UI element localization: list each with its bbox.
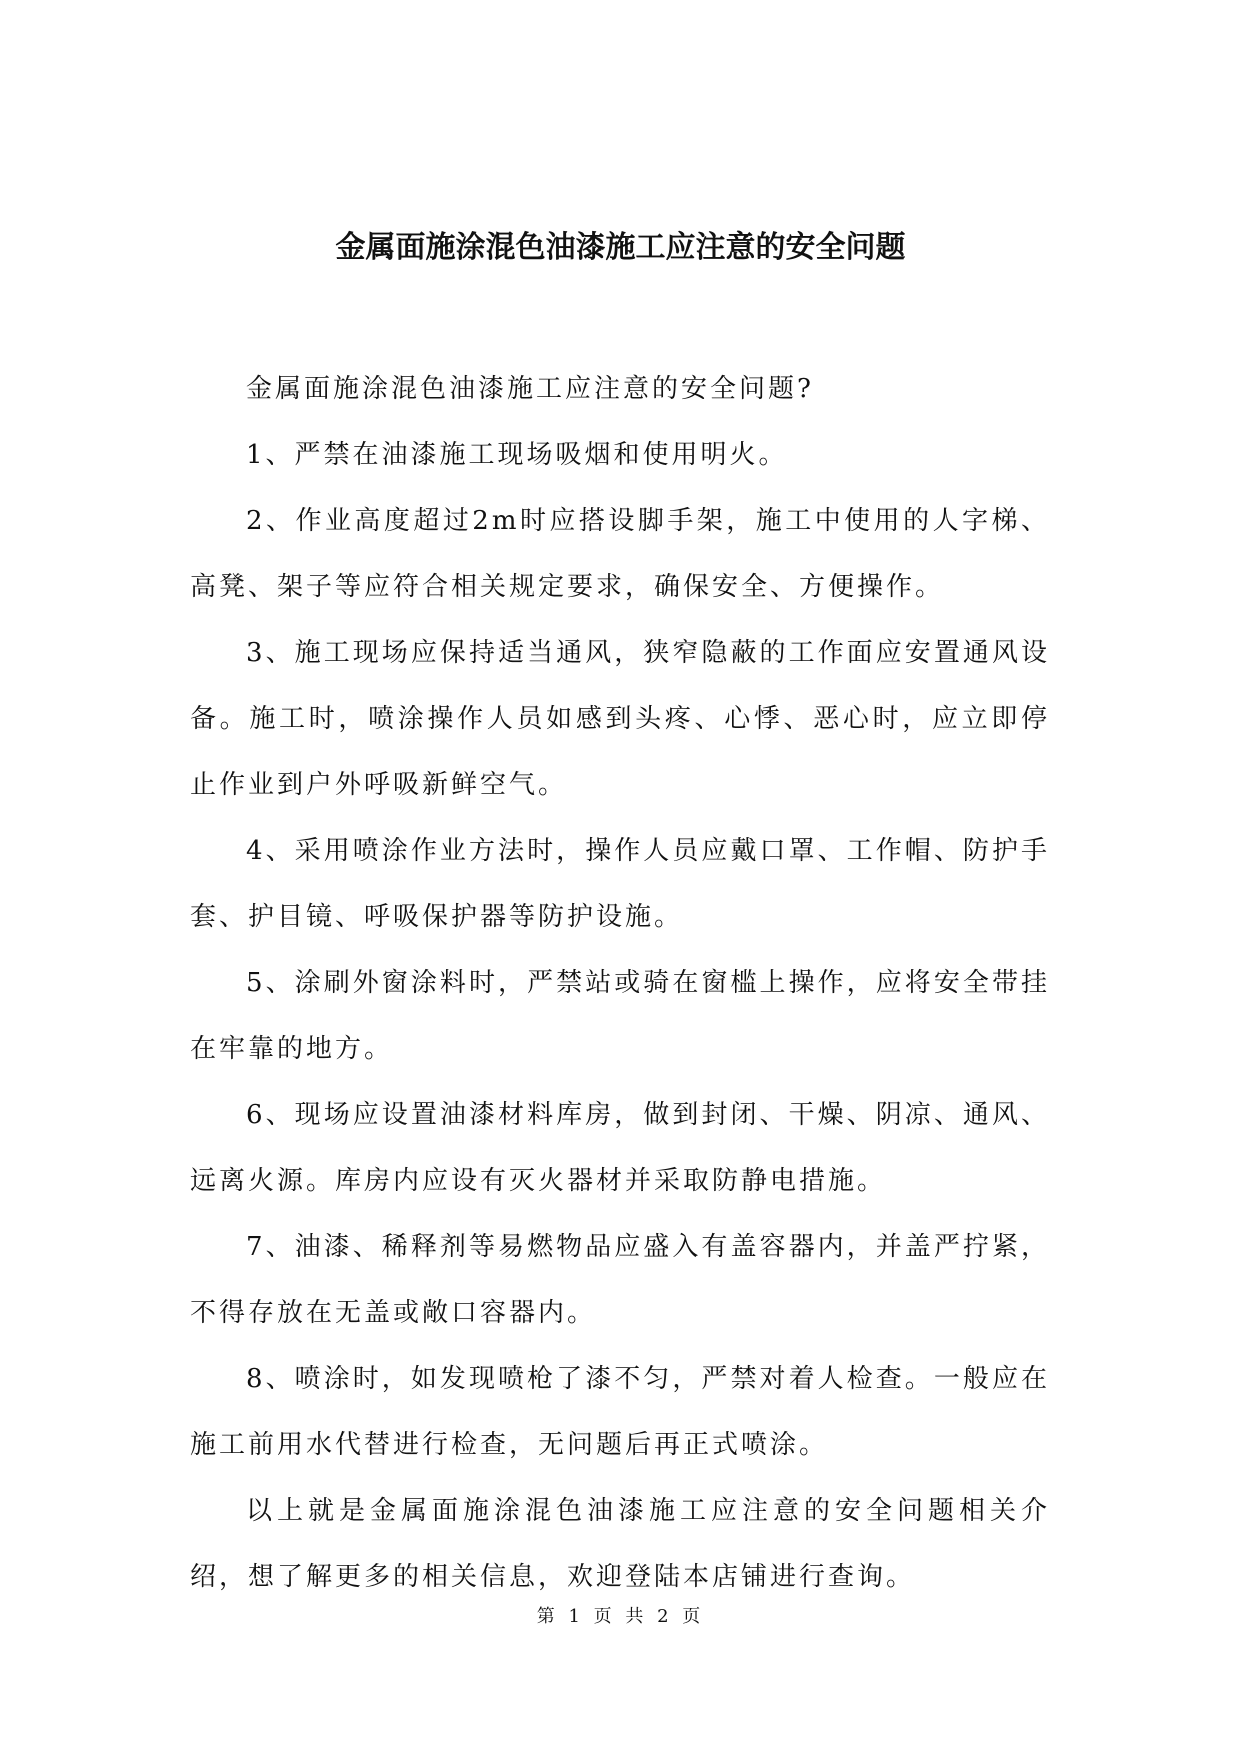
paragraph-item-5: 5、涂刷外窗涂料时，严禁站或骑在窗槛上操作，应将安全带挂在牢靠的地方。 — [190, 968, 1050, 1064]
paragraph-item-3: 3、施工现场应保持适当通风，狭窄隐蔽的工作面应安置通风设备。施工时，喷涂操作人员如感到头疼、心悸、恶心时，应立即停止作业到户外呼吸新鲜空气。 — [190, 638, 1050, 800]
footer-prefix: 第 — [536, 1606, 559, 1627]
paragraph-item-6: 6、现场应设置油漆材料库房，做到封闭、干燥、阴凉、通风、远离火源。库房内应设有灭火器材并采取防静电措施。 — [190, 1100, 1050, 1196]
page-footer — [0, 1605, 1241, 1629]
paragraph-intro: 金属面施涂混色油漆施工应注意的安全问题? — [246, 374, 814, 404]
footer-total-pages: 2 — [657, 1606, 673, 1627]
paragraph-item-4: 4、采用喷涂作业方法时，操作人员应戴口罩、工作帽、防护手套、护目镜、呼吸保护器等防护设施。 — [190, 836, 1050, 932]
footer-suffix: 页 — [682, 1606, 705, 1627]
footer-current-page: 1 — [568, 1606, 584, 1627]
paragraph-item-2: 2、作业高度超过2m时应搭设脚手架，施工中使用的人字梯、高凳、架子等应符合相关规定要求，确保安全、方便操作。 — [190, 506, 1050, 602]
document-title: 金属面施涂混色油漆施工应注意的安全问题 — [335, 230, 906, 265]
paragraph-item-8: 8、喷涂时，如发现喷枪了漆不匀，严禁对着人检查。一般应在施工前用水代替进行检查，无问题后再正式喷涂。 — [190, 1364, 1050, 1460]
document-body — [190, 356, 1050, 1610]
paragraph-item-7: 7、油漆、稀释剂等易燃物品应盛入有盖容器内，并盖严拧紧，不得存放在无盖或敞口容器内。 — [190, 1232, 1050, 1328]
paragraph-conclusion: 以上就是金属面施涂混色油漆施工应注意的安全问题相关介绍，想了解更多的相关信息，欢迎登陆本店铺进行查询。 — [190, 1496, 1050, 1592]
footer-middle: 页 共 — [593, 1606, 648, 1627]
paragraph-item-1: 1、严禁在油漆施工现场吸烟和使用明火。 — [246, 440, 788, 470]
